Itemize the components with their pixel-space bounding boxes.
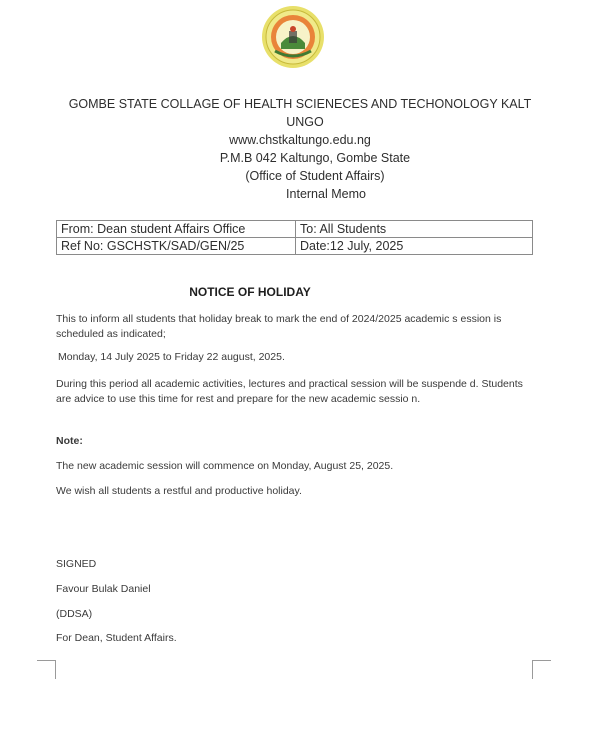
closing-wish-text: We wish all students a restful and productive holiday. bbox=[56, 485, 302, 497]
address-text: P.M.B 042 Kaltungo, Gombe State bbox=[219, 151, 411, 165]
to-cell: To: All Students bbox=[296, 221, 533, 238]
signatory-on-behalf: For Dean, Student Affairs. bbox=[56, 632, 177, 644]
table-row bbox=[57, 238, 533, 255]
table-row bbox=[57, 221, 533, 238]
note-label: Note: bbox=[56, 435, 83, 447]
date-cell: Date:12 July, 2025 bbox=[296, 238, 533, 255]
signatory-title: (DDSA) bbox=[56, 608, 93, 620]
notice-title: NOTICE OF HOLIDAY bbox=[189, 285, 311, 299]
letterhead bbox=[0, 95, 600, 203]
holiday-period-text: Monday, 14 July 2025 to Friday 22 august, 2025. bbox=[58, 351, 285, 363]
institution-name-line1: GOMBE STATE COLLAGE OF HEALTH SCIENECES AND TECHONOLOGY KALT bbox=[68, 97, 532, 111]
signatory-name: Favour Bulak Daniel bbox=[56, 583, 151, 595]
from-cell: From: Dean student Affairs Office bbox=[57, 221, 296, 238]
ref-cell: Ref No: GSCHSTK/SAD/GEN/25 bbox=[57, 238, 296, 255]
page-corner-mark-right bbox=[532, 660, 551, 679]
intro-paragraph: This to inform all students that holiday break to mark the end of 2024/2025 academic s ession is scheduled as indicated; bbox=[56, 313, 502, 340]
college-seal-icon bbox=[261, 5, 325, 69]
resumption-text: The new academic session will commence on Monday, August 25, 2025. bbox=[56, 460, 394, 472]
signed-label: SIGNED bbox=[56, 558, 97, 570]
page-corner-mark-left bbox=[37, 660, 56, 679]
office-text: (Office of Student Affairs) bbox=[245, 169, 385, 183]
suspension-paragraph: During this period all academic activities, lectures and practical session will be suspende d. Students are advice to use this time for rest and prepare for the new academic sessio n. bbox=[56, 378, 523, 405]
website-text: www.chstkaltungo.edu.ng bbox=[229, 133, 371, 147]
institution-name-line2: UNGO bbox=[286, 115, 324, 129]
memo-type-text: Internal Memo bbox=[286, 187, 366, 201]
memo-details-table bbox=[56, 220, 533, 255]
